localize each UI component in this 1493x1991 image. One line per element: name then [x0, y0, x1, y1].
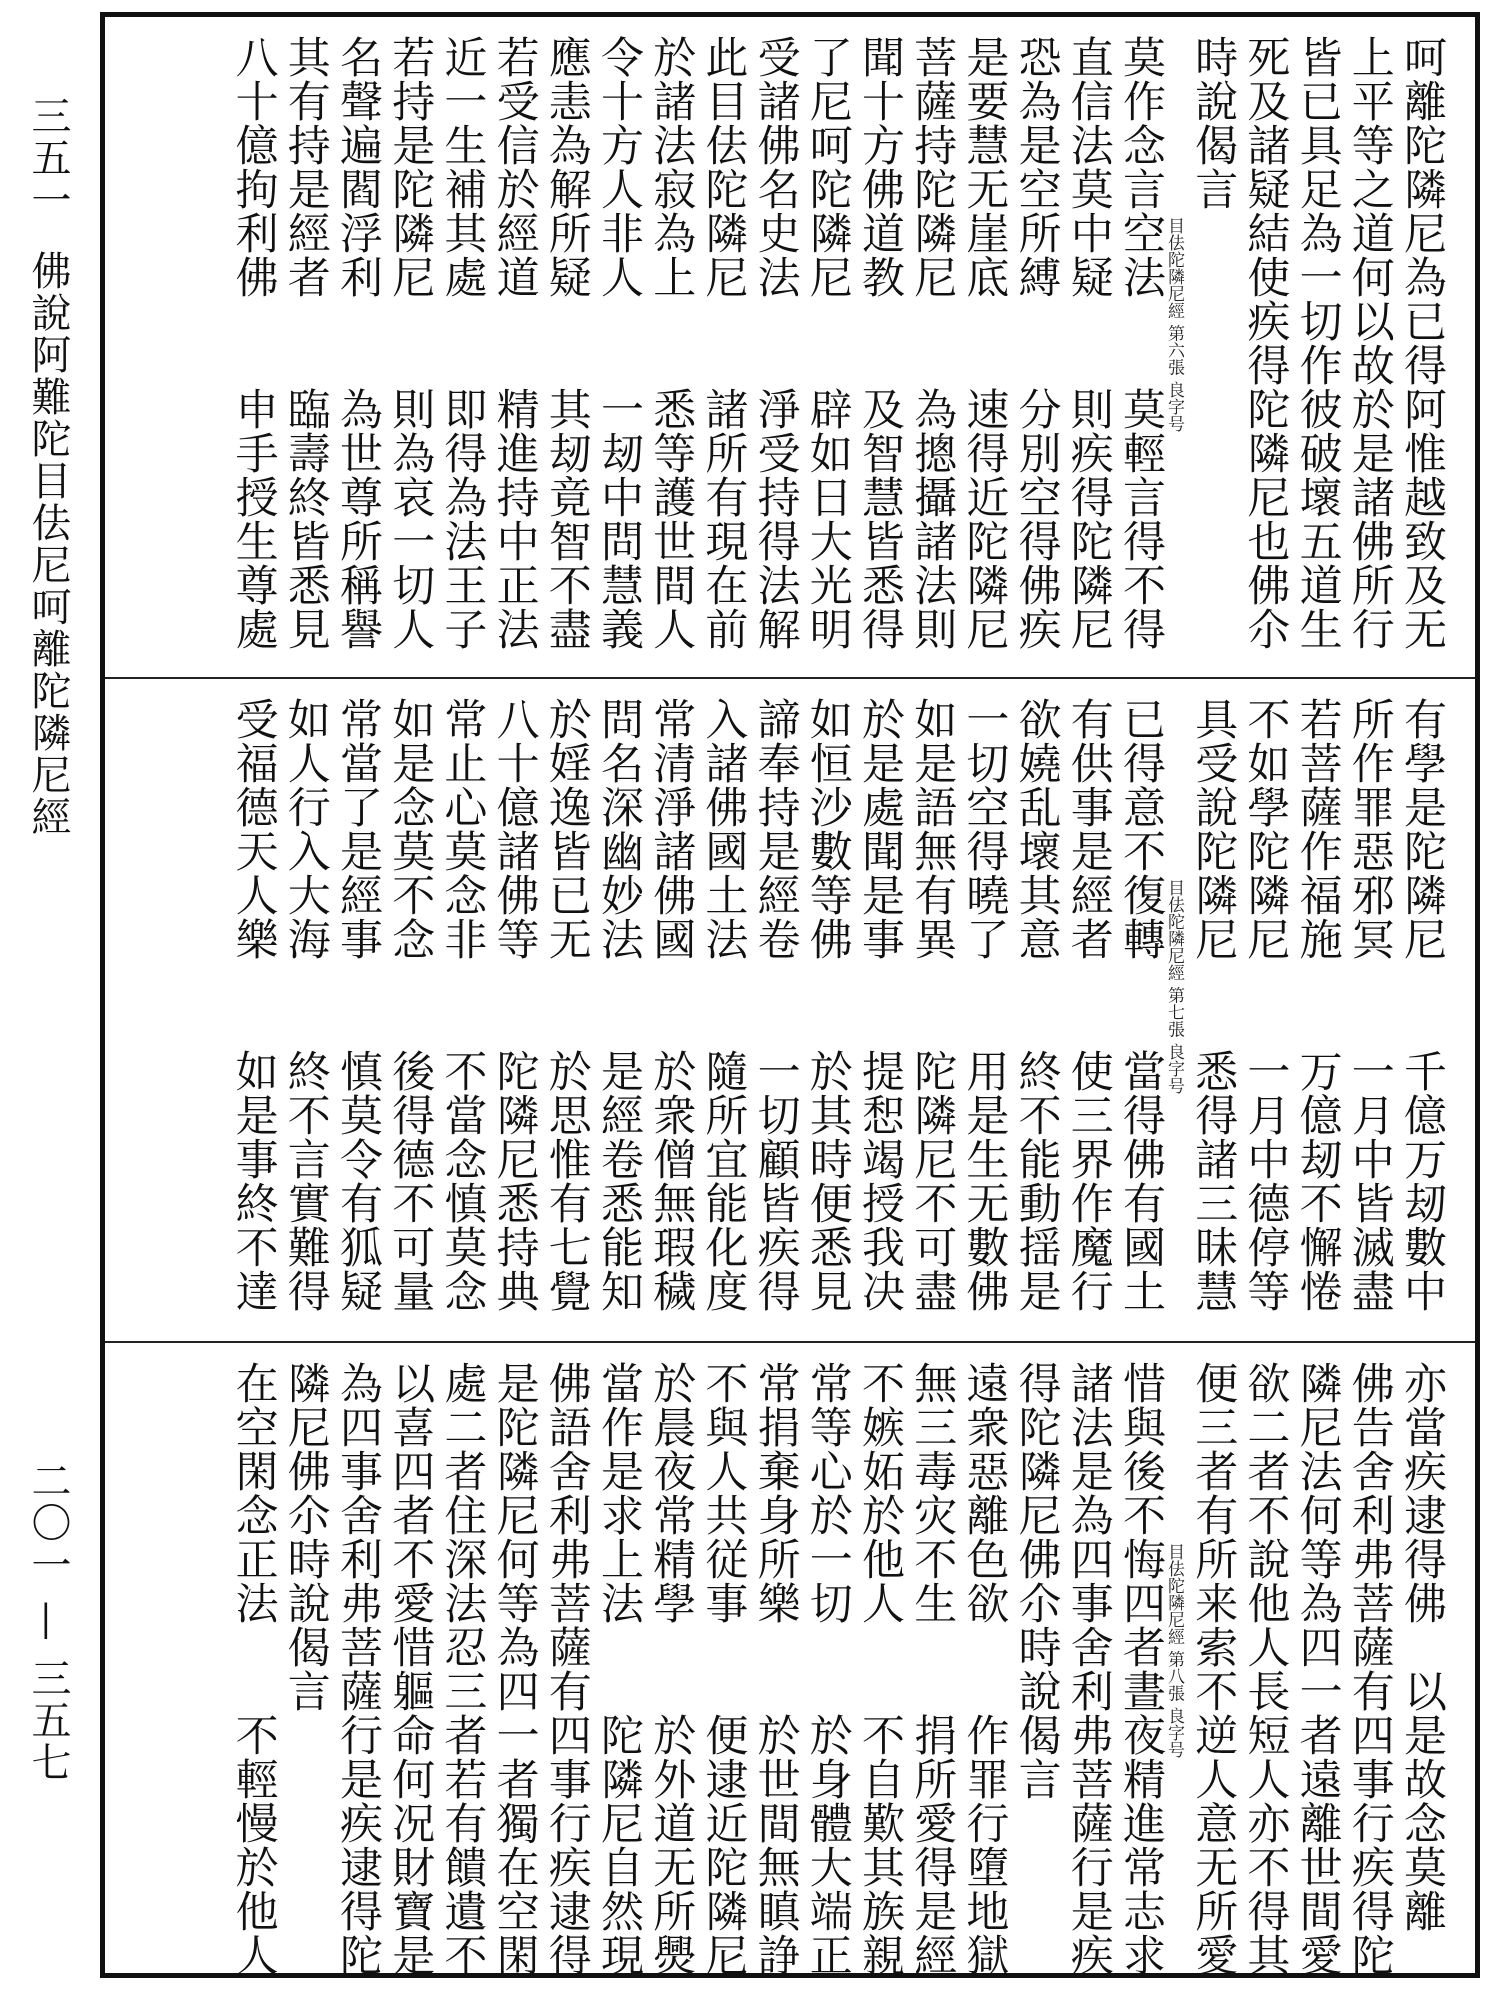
text-column: 如人行入大海 終不言實難得: [280, 697, 331, 1313]
text-column: 當作是求上法 陀隣尼自然現: [594, 1361, 644, 1977]
text-column: 令十方人非人 一刼中問慧義: [594, 35, 644, 651]
text-column: 便三者有所来索不逆人意无所愛: [1188, 1361, 1239, 1977]
text-column: 近一生補其處 即得為法王子: [437, 35, 488, 651]
text-column: 於是處聞是事 提惒竭授我决: [855, 697, 905, 1313]
text-column: 諦奉持是經卷 一切顧皆疾得: [750, 697, 801, 1313]
text-column: 如是念莫不念 後得德不可量: [385, 697, 436, 1313]
text-column: 隣尼法何等為四一者遠離世間愛: [1292, 1361, 1343, 1977]
text-column: 有學是陀隣尼 千億万刼數中: [1397, 697, 1447, 1313]
text-column: 莫作念言空法 莫輕言得不得: [1116, 35, 1166, 651]
text-column: 不嫉妬於他人 不自歎其族親: [855, 1361, 905, 1977]
text-column: 於婬逸皆已无 於思惟有七覺: [541, 697, 592, 1313]
text-column: 恐為是空所縛 分別空得佛疾: [1011, 35, 1062, 651]
text-column: 於晨夜常精學 於外道无所爂: [646, 1361, 697, 1977]
text-column: 無三毒灾不生 捐所愛得是經: [907, 1361, 958, 1977]
text-column: 如恒沙數等佛 於其時便悉見: [802, 697, 853, 1313]
text-column: 死及諸疑結使疾得陀隣尼也佛尒: [1240, 35, 1291, 651]
text-column: 常止心莫念非 不當念慎莫念: [437, 697, 488, 1313]
panel-marker: 目佉陀隣尼經 第七張 良字号: [1164, 879, 1184, 1094]
text-column: 八十億拘利佛 申手授生尊處: [228, 35, 279, 651]
panel-top: [105, 17, 1475, 679]
text-column: 一切空得曉了 用是生无數佛: [959, 697, 1010, 1313]
text-column: 諸法是為四事舍利弗菩薩行是疾: [1063, 1361, 1114, 1977]
text-column: 若受信於經道 精進持中正法: [489, 35, 540, 651]
text-column: 亦當疾逮得佛 以是故念莫離: [1397, 1361, 1447, 1933]
text-column: 八十億諸佛等 陀隣尼悉持典: [489, 697, 540, 1313]
panel-bottom: [105, 1343, 1475, 1977]
text-column: 是要慧无崖底 速得近陀隣尼: [959, 35, 1010, 651]
page-number: 二〇一 — 三五七: [25, 1460, 71, 1784]
panel-middle: [105, 679, 1475, 1343]
text-column: 常清淨諸佛國 於衆僧無瑕穢: [646, 697, 697, 1313]
text-column: 菩薩持陀隣尼 為摠攝諸法則: [907, 35, 958, 651]
text-column: 遠衆惡離色欲 作罪行墮地獄: [959, 1361, 1010, 1977]
text-column: 呵離陀隣尼為已得阿惟越致及无: [1397, 35, 1447, 651]
text-column: 常等心於一切 於身體大端正: [802, 1361, 853, 1977]
text-column: 處二者住深法忍三者若有饋遺不: [437, 1361, 488, 1977]
text-column: 惜與後不悔四者晝夜精進常志求: [1116, 1361, 1166, 1977]
text-column: 於諸法寂為上 悉等護世間人: [646, 35, 697, 651]
text-column: 上平等之道何以故於是諸佛所行: [1344, 35, 1395, 651]
text-column: 其有持是經者 臨壽終皆悉見: [280, 35, 331, 651]
text-column: 受諸佛名史法 淨受持得法解: [750, 35, 801, 651]
text-column: 名聲遍閻浮利 為世尊所稱譽: [333, 35, 383, 651]
text-column: 不與人共従事 便逮近陀隣尼: [698, 1361, 749, 1977]
text-column: 佛告舍利弗菩薩有四事行疾得陀: [1344, 1361, 1395, 1977]
panel-marker: 目佉陀隣尼經 第八張 良字号: [1164, 1543, 1184, 1758]
sutra-title: 佛說阿難陀目佉尼呵離陀隣尼經: [25, 250, 71, 838]
text-column: 不如學陀隣尼 一月中德停等: [1240, 697, 1291, 1313]
text-column: 所作罪惡邪冥 一月中皆滅盡: [1344, 697, 1395, 1313]
text-column: 已得意不復轉 當得佛有國土: [1116, 697, 1166, 1313]
text-column: 若持是陀隣尼 則為哀一切人: [385, 35, 436, 651]
panel-marker: 目佉陀隣尼經 第六張 良字号: [1164, 217, 1184, 432]
text-column: 時說偈言: [1188, 35, 1239, 211]
text-column: 具受說陀隣尼 悉得諸三昧慧: [1188, 697, 1239, 1313]
text-column: 常捐棄身所樂 於世間無瞋諍: [750, 1361, 801, 1977]
text-column: 常當了是經事 慎莫令有狐疑: [333, 697, 383, 1313]
text-column: 如是語無有異 陀隣尼不可盡: [907, 697, 958, 1313]
text-column: 為四事舍利弗菩薩行是疾逮得陀: [333, 1361, 383, 1977]
text-column: 皆已具足為一切作彼破壞五道生: [1292, 35, 1343, 651]
text-column: 若菩薩作福施 万億刼不懈惓: [1292, 697, 1343, 1313]
text-column: 問名深幽妙法 是經卷悉能知: [594, 697, 644, 1313]
text-column: 欲嬈乱壞其意 終不能動揺是: [1011, 697, 1062, 1313]
text-column: 入諸佛國土法 隨所宜能化度: [698, 697, 749, 1313]
text-column: 了尼呵陀隣尼 辟如日大光明: [802, 35, 853, 651]
text-column: 受福德天人樂 如是事終不達: [228, 697, 279, 1313]
text-column: 直信法莫中疑 則疾得陀隣尼: [1063, 35, 1114, 651]
text-column: 有供事是經者 使三界作魔行: [1063, 697, 1114, 1313]
text-column: 此目佉陀隣尼 諸所有現在前: [698, 35, 749, 651]
text-column: 應恚為解所疑 其刼竟智不盡: [541, 35, 592, 651]
text-column: 欲二者不說他人長短人亦不得其: [1240, 1361, 1291, 1977]
text-column: 聞十方佛道教 及智慧皆悉得: [855, 35, 905, 651]
volume-number: 三五一: [25, 95, 71, 221]
text-column: 佛語舍利弗菩薩有四事行疾逮得: [541, 1361, 592, 1977]
text-column: 是陀隣尼何等為四一者獨在空閑: [489, 1361, 540, 1977]
text-column: 在空閑念正法 不輕慢於他人: [228, 1361, 279, 1977]
page-frame: [100, 12, 1480, 1978]
text-column: 隣尼佛尒時說偈言: [280, 1361, 331, 1713]
text-column: 以喜四者不愛惜軀命何况財寶是: [385, 1361, 436, 1977]
text-column: 得陀隣尼佛尒時說偈言: [1011, 1361, 1062, 1801]
